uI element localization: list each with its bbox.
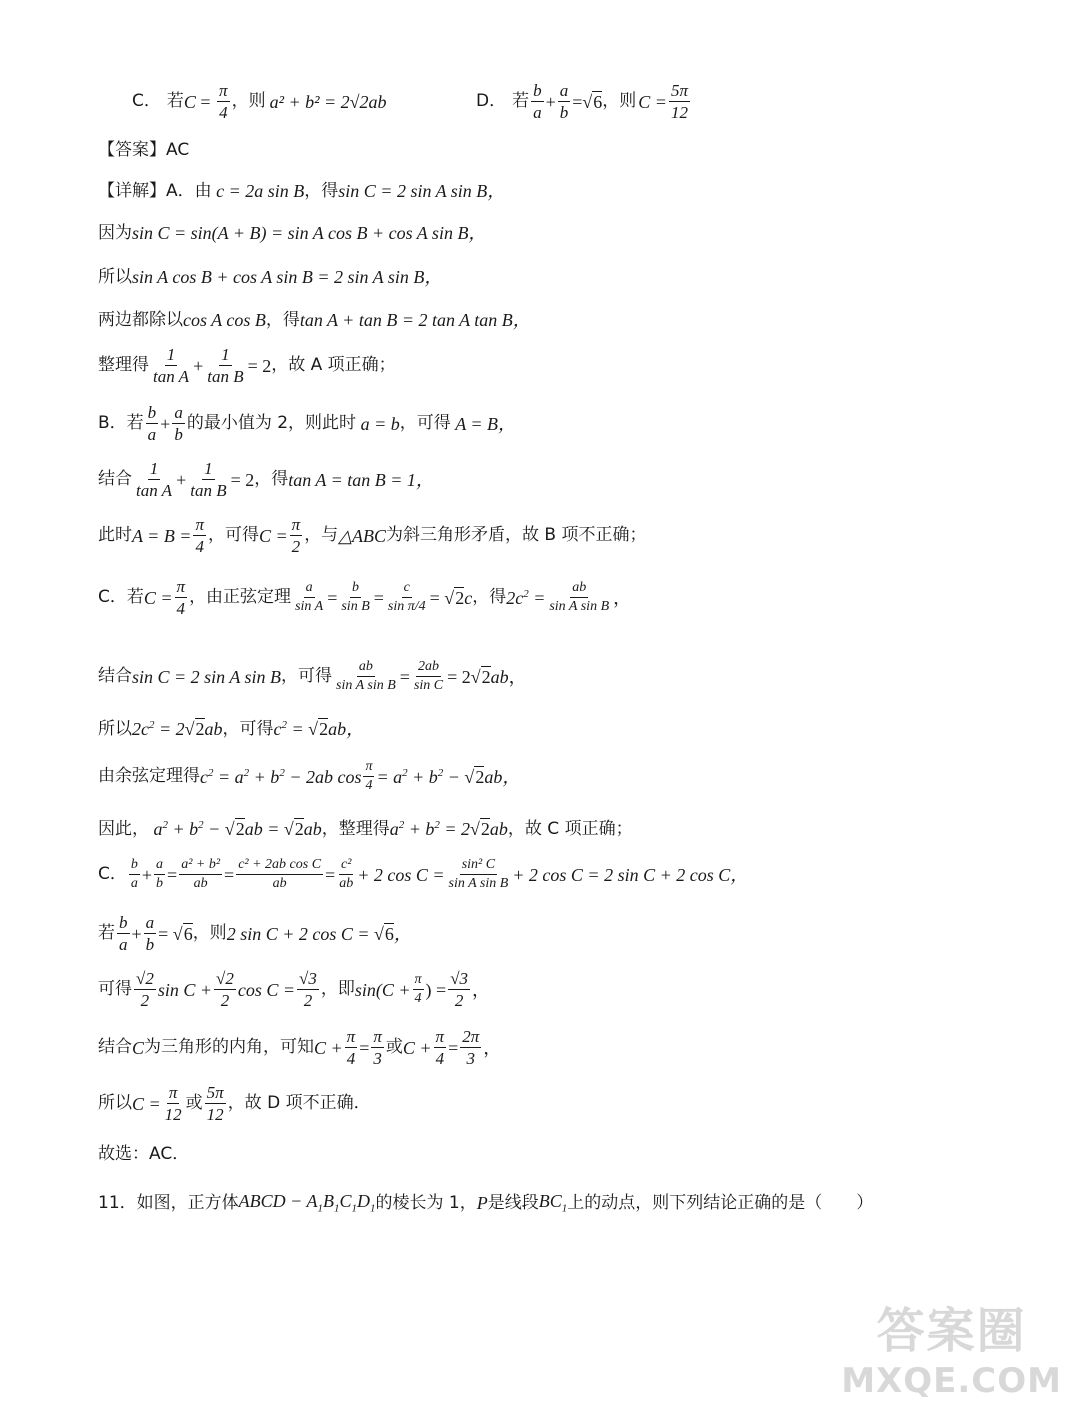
math-text: sin C = sin(A + B) = sin A cos B + cos A sin B， bbox=[132, 223, 487, 243]
fraction: $\frac{\text{c²}}{ab}$ bbox=[339, 857, 354, 891]
detail-text: ，得 bbox=[265, 309, 300, 330]
math-text: + bbox=[131, 923, 142, 944]
detail-text: C．若 bbox=[98, 587, 144, 607]
math-text: $c^2 = √2ab$， bbox=[273, 719, 365, 739]
option-d-line bbox=[476, 82, 692, 121]
detail-line-18 bbox=[98, 1084, 371, 1123]
math-text: = bbox=[359, 1037, 370, 1058]
math-text: = $a^2 + b^2 - √2ab$， bbox=[376, 766, 521, 787]
detail-line-10 bbox=[98, 660, 527, 693]
fraction: $\frac{\pi}{2}$ bbox=[291, 515, 301, 556]
fraction: $\frac{2ab}{\text{sin C}}$ bbox=[413, 659, 444, 693]
detail-text: ，则 bbox=[192, 923, 227, 943]
detail-line-5 bbox=[98, 346, 396, 385]
math-text: = bbox=[325, 864, 336, 885]
detail-text: ，得 bbox=[304, 180, 339, 201]
math-text: = bbox=[224, 864, 235, 885]
detail-text: 此时 bbox=[98, 525, 132, 545]
fraction: $\frac{√3}{2}$ bbox=[450, 969, 469, 1010]
math-text: A = B， bbox=[450, 413, 517, 434]
answer-value: AC bbox=[166, 140, 190, 160]
math-text: P bbox=[476, 1193, 488, 1214]
fraction: $\frac{ab}{\text{sin A sin B}}$ bbox=[336, 659, 396, 693]
math-text: $c^2 = a^2 + b^2 - 2ab$ cos bbox=[200, 766, 362, 787]
fraction: $\frac{b}{a}$ bbox=[130, 857, 138, 891]
option-d-mid: ，则 bbox=[602, 91, 637, 111]
math-text: ， bbox=[472, 979, 491, 1000]
detail-line-15 bbox=[98, 914, 412, 953]
math-text: C + bbox=[402, 1037, 432, 1058]
math-text: = bbox=[399, 666, 410, 687]
detail-line-2 bbox=[98, 224, 486, 242]
math-text: cos A cos B bbox=[183, 310, 266, 330]
detail-line-14 bbox=[98, 858, 748, 891]
detail-text: 若 bbox=[98, 923, 115, 943]
fraction: $\frac{a}{b}$ bbox=[174, 403, 183, 444]
detail-line-13 bbox=[98, 820, 633, 838]
detail-text: 因为 bbox=[98, 222, 132, 243]
math-text: C = bbox=[143, 587, 173, 608]
math-text: $2c^2 = 2√2ab$ bbox=[132, 719, 223, 739]
option-c-mid: ，则 bbox=[231, 91, 266, 111]
fraction: $\frac{\pi}{12}$ bbox=[164, 1083, 182, 1124]
math-text: $a^2 + b^2 - √2ab = √2ab$ bbox=[149, 819, 322, 839]
fraction: $\frac{\pi}{4}$ bbox=[346, 1027, 356, 1068]
detail-text: 结合 bbox=[98, 1037, 132, 1057]
watermark-top: 答案圈 bbox=[876, 1303, 1027, 1359]
math-text: = bbox=[327, 587, 338, 608]
math-text: sin C = 2 sin A sin B bbox=[132, 666, 282, 687]
math-text: + bbox=[160, 413, 171, 434]
detail-line-19 bbox=[98, 1146, 189, 1163]
math-text: tan A = tan B = 1， bbox=[288, 469, 434, 490]
question-text: 11．如图，正方体 bbox=[98, 1192, 239, 1213]
detail-text: ，得 bbox=[254, 469, 289, 489]
fraction: $\frac{√3}{2}$ bbox=[299, 969, 317, 1010]
math-text: sin(C + bbox=[354, 979, 411, 1000]
math-text: c = 2a sin B bbox=[211, 181, 305, 201]
watermark-logo bbox=[841, 1292, 1062, 1401]
math-text: $BC_1$ bbox=[538, 1191, 568, 1215]
detail-text: A．由 bbox=[166, 180, 212, 201]
detail-line-1 bbox=[98, 182, 505, 200]
math-text: C + bbox=[314, 1037, 343, 1058]
detail-text: 结合 bbox=[98, 666, 132, 686]
math-text: tan A + tan B = 2 tan A tan B， bbox=[299, 310, 531, 330]
answer-line bbox=[98, 142, 189, 159]
detail-text: 可得 bbox=[98, 979, 132, 999]
detail-line-17 bbox=[98, 1028, 501, 1067]
question-text: 的棱长为 1， bbox=[375, 1192, 477, 1213]
detail-text: 为三角形的内角，可知 bbox=[144, 1037, 315, 1057]
detail-text: 所以 bbox=[98, 718, 132, 739]
math-text: △ABC bbox=[338, 525, 387, 546]
math-text: + bbox=[545, 91, 556, 112]
fraction: $\frac{\pi}{4}$ bbox=[176, 577, 186, 618]
math-text: =√6 bbox=[572, 91, 603, 112]
option-d-label: D． bbox=[476, 91, 507, 111]
detail-text: 所以 bbox=[98, 266, 132, 287]
detail-text: ，故 D 项不正确． bbox=[227, 1093, 371, 1113]
fraction: $\frac{a}{b}$ bbox=[145, 913, 155, 954]
math-text: C = bbox=[259, 525, 288, 546]
detail-text: ，可得 bbox=[222, 718, 274, 739]
detail-text: 由余弦定理得 bbox=[98, 766, 200, 786]
detail-text: ，得 bbox=[472, 587, 507, 607]
math-text: = bbox=[195, 91, 216, 112]
detail-line-4 bbox=[98, 311, 531, 329]
math-text: $a^2 + b^2 = 2√2ab$ bbox=[389, 819, 508, 839]
math-text: = √2c bbox=[429, 587, 473, 608]
fraction: $\frac{√2}{2}$ bbox=[216, 969, 234, 1010]
math-text: + bbox=[193, 355, 204, 376]
math-text: 2 sin C + 2 cos C = √6， bbox=[226, 923, 412, 944]
detail-text: 为斜三角形矛盾，故 B 项不正确； bbox=[386, 525, 647, 545]
detail-text: ，可得 bbox=[208, 525, 259, 545]
detail-text: 整理得 bbox=[98, 355, 149, 375]
fraction: $\frac{\text{a² + b²}}{ab}$ bbox=[181, 857, 221, 891]
detail-label: 【详解】 bbox=[98, 180, 166, 201]
fraction: $\frac{a}{b}$ bbox=[156, 857, 164, 891]
detail-text: ，故 A 项正确； bbox=[271, 355, 396, 375]
detail-text: ，与 bbox=[304, 525, 339, 545]
fraction: $\frac{\pi}{4}$ bbox=[365, 759, 373, 793]
option-c-pre: 若 bbox=[166, 91, 184, 111]
math-text: C = bbox=[132, 1093, 161, 1114]
question-text: 是线段 bbox=[487, 1192, 539, 1213]
math-text: ABCD − $A_1B_1C_1D_1$ bbox=[238, 1191, 376, 1215]
fraction: $\frac{1}{\text{tan B}}$ bbox=[190, 459, 227, 500]
math-text: A = B = bbox=[132, 525, 192, 546]
detail-line-16 bbox=[98, 970, 490, 1009]
fraction: $\frac{\pi}{3}$ bbox=[373, 1027, 382, 1068]
math-text: + bbox=[141, 864, 153, 885]
detail-line-9 bbox=[98, 578, 631, 617]
fraction: $\frac{c}{\text{sin π/4}}$ bbox=[387, 580, 426, 614]
fraction: $\frac{\text{sin² C}}{\text{sin A sin B}}$ bbox=[448, 857, 509, 891]
fraction: $\frac{\pi}{4}$ bbox=[219, 81, 228, 122]
detail-line-12 bbox=[98, 760, 520, 793]
option-c-line bbox=[132, 82, 387, 121]
math-text: C bbox=[183, 91, 196, 112]
math-text: = bbox=[373, 587, 384, 608]
detail-text: C． bbox=[98, 864, 127, 884]
option-d-pre: 若 bbox=[512, 91, 530, 111]
fraction: $\frac{1}{\text{tan B}}$ bbox=[207, 345, 244, 386]
detail-text: ，可得 bbox=[399, 413, 451, 433]
math-text: = 2 bbox=[230, 469, 255, 490]
detail-line-7 bbox=[98, 460, 434, 499]
math-text: ) = bbox=[425, 979, 447, 1000]
option-c-result: a² + b² = 2√2ab bbox=[269, 91, 387, 112]
fraction: $\frac{b}{a}$ bbox=[147, 403, 157, 444]
fraction: $\frac{\pi}{4}$ bbox=[414, 972, 422, 1006]
math-text: sin C = 2 sin A sin B， bbox=[338, 181, 506, 201]
detail-text: 因此， bbox=[98, 818, 149, 839]
math-text: + 2 cos C = bbox=[357, 864, 445, 885]
fraction: $\frac{1}{\text{tan A}}$ bbox=[153, 345, 190, 386]
math-text: = bbox=[448, 1037, 459, 1058]
math-text: = √6 bbox=[158, 923, 193, 944]
math-text: ， bbox=[613, 587, 632, 608]
detail-text: ，可得 bbox=[281, 666, 333, 686]
detail-line-3 bbox=[98, 268, 442, 286]
math-text: = bbox=[167, 864, 178, 885]
watermark-bottom: MXQE.COM bbox=[841, 1361, 1062, 1401]
math-text: C bbox=[132, 1037, 145, 1058]
detail-text: ，整理得 bbox=[321, 818, 390, 839]
question-text: 上的动点，则下列结论正确的是（ ） bbox=[567, 1192, 874, 1213]
math-text: cos C = bbox=[237, 979, 296, 1000]
fraction: $\frac{\text{c² + 2ab cos C}}{ab}$ bbox=[238, 857, 322, 891]
fraction: $\frac{b}{\text{sin B}}$ bbox=[341, 580, 370, 614]
math-text: = 2 bbox=[247, 355, 272, 376]
fraction: $\frac{1}{\text{tan A}}$ bbox=[136, 459, 173, 500]
option-c-label: C． bbox=[132, 91, 161, 111]
fraction: $\frac{a}{b}$ bbox=[559, 81, 569, 122]
fraction: $\frac{\pi}{4}$ bbox=[435, 1027, 445, 1068]
math-text: + 2 cos C = 2 sin C + 2 cos C， bbox=[512, 864, 749, 885]
fraction: $\frac{5\pi}{12}$ bbox=[206, 1083, 224, 1124]
math-text: sin A cos B + cos A sin B = 2 sin A sin B， bbox=[132, 267, 443, 287]
detail-text: 所以 bbox=[98, 1093, 132, 1113]
detail-text: ，由正弦定理 bbox=[189, 587, 292, 607]
fraction: $\frac{b}{a}$ bbox=[533, 81, 542, 122]
detail-text: 或 bbox=[385, 1037, 403, 1057]
detail-text: B．若 bbox=[98, 413, 144, 433]
detail-text: 结合 bbox=[98, 469, 132, 489]
fraction: $\frac{a}{\text{sin A}}$ bbox=[295, 580, 324, 614]
fraction: $\frac{\pi}{4}$ bbox=[195, 515, 204, 556]
detail-text: 或 bbox=[185, 1093, 203, 1113]
question-11 bbox=[98, 1192, 873, 1215]
math-text: a = b bbox=[356, 413, 400, 434]
detail-line-11 bbox=[98, 720, 364, 738]
detail-text: ，即 bbox=[320, 979, 355, 999]
detail-line-8 bbox=[98, 516, 647, 555]
math-text: sin C + bbox=[157, 979, 213, 1000]
fraction: $\frac{√2}{2}$ bbox=[136, 969, 154, 1010]
detail-text: 故选：AC． bbox=[98, 1144, 190, 1164]
detail-text: 的最小值为 2，则此时 bbox=[186, 413, 357, 433]
math-text: = 2√2ab， bbox=[447, 666, 527, 687]
fraction: $\frac{ab}{\text{sin A sin B}}$ bbox=[549, 580, 610, 614]
fraction: $\frac{2\pi}{3}$ bbox=[462, 1027, 480, 1068]
math-text: $2c^2$ = bbox=[506, 587, 546, 608]
detail-line-6 bbox=[98, 404, 516, 443]
fraction: $\frac{5\pi}{12}$ bbox=[670, 81, 688, 122]
math-text: ， bbox=[483, 1037, 502, 1058]
detail-text: ，故 C 项正确； bbox=[507, 818, 633, 839]
answer-label: 【答案】 bbox=[98, 140, 166, 160]
math-text: + bbox=[176, 469, 187, 490]
detail-text: 两边都除以 bbox=[98, 309, 183, 330]
option-d-result-lhs: C = bbox=[638, 91, 667, 112]
fraction: $\frac{b}{a}$ bbox=[119, 913, 128, 954]
